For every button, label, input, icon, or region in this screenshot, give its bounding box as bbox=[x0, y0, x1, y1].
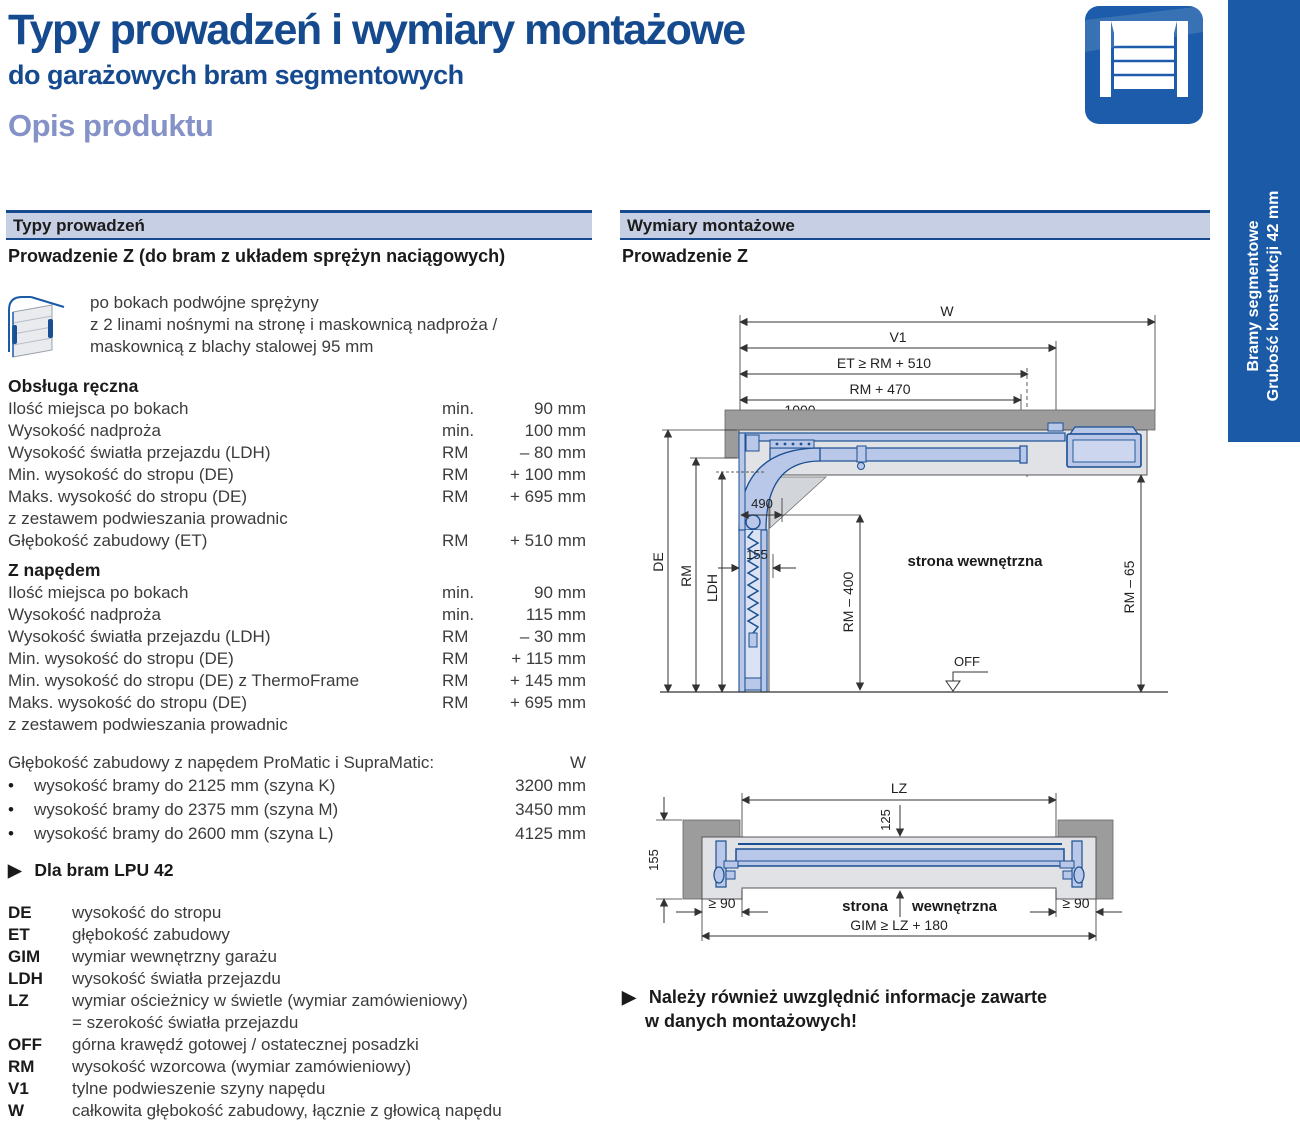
triangle-marker-icon: ▶ bbox=[8, 860, 22, 880]
inner-side-word2: wewnętrzna bbox=[912, 898, 998, 915]
right-subheader: Prowadzenie Z bbox=[622, 246, 749, 266]
left-section-bar: Typy prowadzeń bbox=[6, 210, 592, 240]
inner-side-label: strona wewnętrzna bbox=[907, 553, 1043, 570]
page-subtitle: do garażowych bram segmentowych bbox=[8, 60, 464, 90]
bullet-icon: • bbox=[8, 824, 14, 843]
door-leaf bbox=[736, 849, 1064, 866]
page-title: Typy prowadzeń i wymiary montażowe bbox=[8, 6, 745, 54]
dim-et-label: ET ≥ RM + 510 bbox=[836, 355, 932, 371]
table-row: Min. wysokość do stropu (DE) z ThermoFrame RM + 145 mm bbox=[8, 671, 586, 690]
dim-lz-label: LZ bbox=[890, 780, 908, 796]
bullet-icon: • bbox=[8, 800, 14, 819]
abbreviation-row: RM wysokość wzorcowa (wymiar zamówieniowy) bbox=[8, 1057, 412, 1076]
diagram-plan-section bbox=[620, 765, 1220, 960]
intro-line: po bokach podwójne sprężyny bbox=[90, 293, 319, 312]
sectional-door-icon bbox=[1085, 6, 1203, 129]
abbreviation-row: GIM wymiar wewnętrzny garażu bbox=[8, 947, 278, 966]
vertical-frame bbox=[739, 433, 745, 533]
left-subheader: Prowadzenie Z (do bram z układem sprężyn naciągowych) bbox=[8, 246, 506, 266]
rail-hanger bbox=[857, 446, 866, 462]
table-row: z zestawem podwieszania prowadnic bbox=[8, 715, 288, 734]
intro-line: z 2 linami nośnymi na stronę i maskownicą nadproża / bbox=[90, 315, 498, 334]
inner-side-word1: strona bbox=[842, 898, 888, 915]
table-row: z zestawem podwieszania prowadnic bbox=[8, 509, 288, 528]
for-doors-label: Dla bram LPU 42 bbox=[34, 860, 174, 880]
door-type-z-icon bbox=[4, 290, 68, 369]
powered-title: Z napędem bbox=[8, 560, 101, 580]
dim-ge90-right-label: ≥ 90 bbox=[1062, 895, 1090, 911]
triangle-marker-icon: ▶ bbox=[622, 987, 636, 1007]
table-row: Maks. wysokość do stropu (DE) RM + 695 mm bbox=[8, 487, 586, 506]
operator-lamp bbox=[1070, 427, 1138, 434]
depth-title: Głębokość zabudowy z napędem ProMatic i SupraMatic: bbox=[8, 753, 435, 772]
section-title: Opis produktu bbox=[8, 108, 214, 143]
table-row: Min. wysokość do stropu (DE) RM + 100 mm bbox=[8, 465, 586, 484]
bottom-bracket bbox=[745, 678, 761, 690]
dim-490-label: 490 bbox=[751, 496, 773, 511]
abbreviation-row: W całkowita głębokość zabudowy, łącznie z głowicą napędu bbox=[8, 1101, 502, 1120]
depth-title-row bbox=[8, 752, 586, 774]
vertical-track-outer bbox=[739, 530, 745, 692]
table-row: Maks. wysokość do stropu (DE) RM + 695 mm bbox=[8, 693, 586, 712]
dim-rm65-label: RM – 65 bbox=[1121, 560, 1137, 614]
for-doors-line bbox=[8, 858, 173, 882]
hanger-eyelet bbox=[858, 463, 865, 470]
depth-col-header: W bbox=[569, 753, 586, 772]
lintel-block bbox=[725, 430, 739, 458]
abbreviation-row: LDH wysokość światła przejazdu bbox=[8, 969, 281, 988]
operator-depth-list bbox=[8, 752, 586, 846]
intro-paragraph bbox=[90, 292, 590, 358]
dim-gim-label: GIM ≥ LZ + 180 bbox=[850, 917, 948, 933]
corner-gusset bbox=[770, 477, 826, 528]
dim-v1-label: V1 bbox=[889, 329, 907, 345]
abbreviation-row: OFF górna krawędź gotowej / ostatecznej posadzki bbox=[8, 1035, 419, 1054]
dim-ldh-label: LDH bbox=[704, 573, 720, 603]
table-row: Wysokość nadproża min. 100 mm bbox=[8, 421, 586, 440]
track-roller bbox=[746, 515, 760, 529]
table-row: Głębokość zabudowy (ET) RM + 510 mm bbox=[8, 531, 586, 550]
dim-rm-label: RM bbox=[678, 565, 694, 587]
manual-title: Obsługa ręczna bbox=[8, 376, 139, 396]
roller-right bbox=[1074, 867, 1084, 883]
side-tab bbox=[1228, 0, 1300, 442]
spring-foot bbox=[749, 633, 757, 647]
side-tab-line1: Bramy segmentowe bbox=[1245, 220, 1262, 372]
dim-125-label: 125 bbox=[878, 809, 893, 831]
floor-level-marker-icon bbox=[946, 681, 960, 691]
table-row: Ilość miejsca po bokach min. 90 mm bbox=[8, 399, 586, 418]
off-label: OFF bbox=[954, 654, 980, 669]
dim-rm470-label: RM + 470 bbox=[849, 381, 911, 397]
list-item: • wysokość bramy do 2375 mm (szyna M) 3450 mm bbox=[8, 798, 586, 822]
spring-anchor-bracket bbox=[746, 435, 759, 451]
note-line2: w danych montażowych! bbox=[645, 1011, 858, 1031]
note bbox=[622, 985, 1182, 1033]
track-end-cap bbox=[1020, 446, 1027, 463]
list-item: • wysokość bramy do 2600 mm (szyna L) 4125 mm bbox=[8, 822, 586, 846]
manual-table bbox=[8, 374, 586, 552]
table-row: Wysokość nadproża min. 115 mm bbox=[8, 605, 586, 624]
dim-rm400-label: RM – 400 bbox=[840, 571, 856, 633]
abbreviation-row: LZ wymiar ościeżnicy w świetle (wymiar zamówieniowy) = szerokość światła przejazdu bbox=[8, 991, 468, 1032]
dim-ge90-left-label: ≥ 90 bbox=[708, 895, 736, 911]
side-tab-text bbox=[1228, 0, 1300, 442]
dim-de-label: DE bbox=[650, 552, 666, 572]
bullet-icon: • bbox=[8, 776, 14, 795]
table-row: Min. wysokość do stropu (DE) RM + 115 mm bbox=[8, 649, 586, 668]
abbreviation-row: DE wysokość do stropu bbox=[8, 903, 222, 922]
intro-line: maskownicą z blachy stalowej 95 mm bbox=[90, 337, 374, 356]
right-section-bar: Wymiary montażowe bbox=[620, 210, 1210, 240]
dim-155-plan-label: 155 bbox=[646, 849, 661, 871]
table-row: Ilość miejsca po bokach min. 90 mm bbox=[8, 583, 586, 602]
abbreviation-row: V1 tylne podwieszenie szyny napędu bbox=[8, 1079, 326, 1098]
abbreviation-list bbox=[8, 902, 586, 1122]
roller-left bbox=[714, 867, 724, 883]
dim-w-label: W bbox=[940, 303, 954, 319]
ceiling-clamp bbox=[1048, 423, 1063, 431]
lintel-slab bbox=[702, 837, 1096, 899]
note-line1: Należy również uwzględnić informacje zawarte bbox=[648, 987, 1047, 1007]
diagram-vertical-section bbox=[620, 300, 1220, 725]
table-row: Wysokość światła przejazdu (LDH) RM – 30 mm bbox=[8, 627, 586, 646]
list-item: • wysokość bramy do 2125 mm (szyna K) 3200 mm bbox=[8, 774, 586, 798]
powered-table bbox=[8, 558, 586, 736]
abbreviation-row: ET głębokość zabudowy bbox=[8, 925, 230, 944]
dim-155-label: 155 bbox=[746, 547, 768, 562]
table-row: Wysokość światła przejazdu (LDH) RM – 80 mm bbox=[8, 443, 586, 462]
side-tab-line2: Grubość konstrukcji 42 mm bbox=[1265, 190, 1282, 402]
